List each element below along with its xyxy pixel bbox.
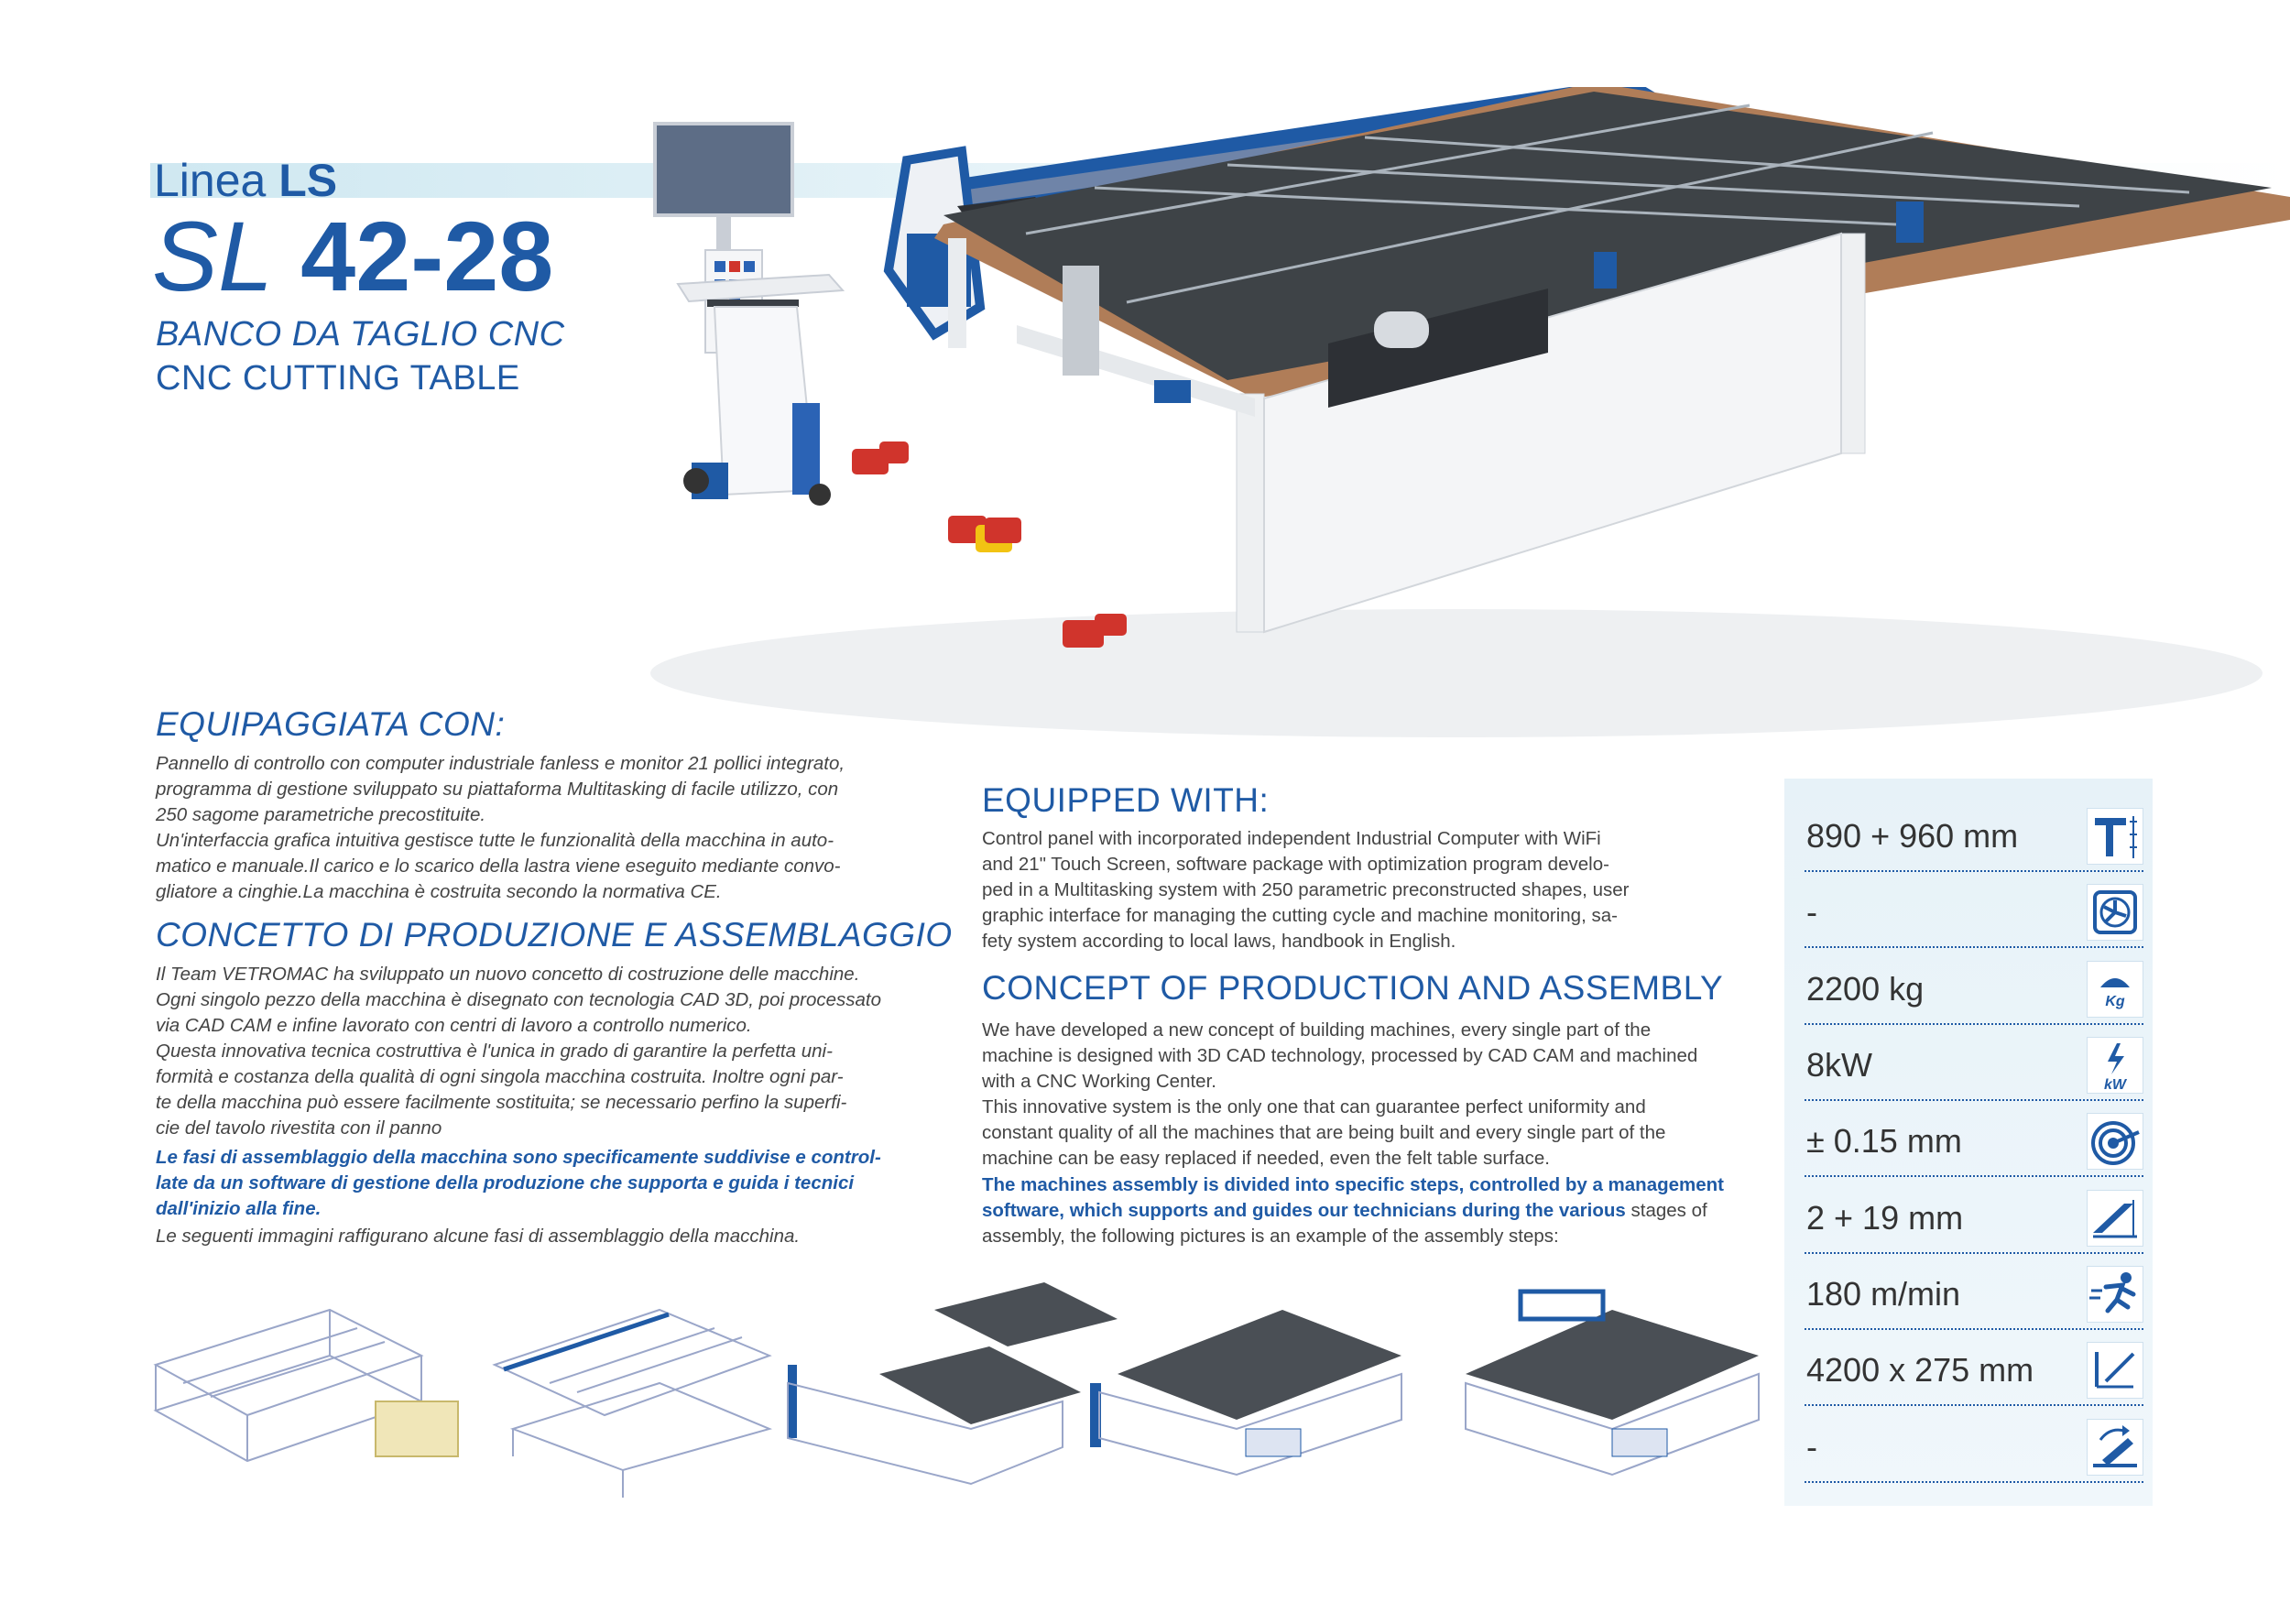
spec-row-weight [1805,950,2143,1025]
assembly-step-3 [788,1282,1118,1484]
text-segment: software, which supports and guides our technicians during the various [982,1200,1626,1221]
concept-text-it [156,962,934,1141]
assembly-step-1 [156,1310,458,1461]
text-line: Pannello di controllo con computer industriale fanless e monitor 21 pollici integrato, [156,753,845,774]
text-line: gliatore a cinghie.La macchina è costruita secondo la normativa CE. [156,881,722,902]
frame-bracket [1063,266,1099,376]
precision-target-icon [2087,1113,2143,1170]
product-line-title [154,154,337,207]
weight-icon [2087,961,2143,1018]
console-monitor [655,124,792,215]
floor-shadow [650,609,2263,737]
spec-value: 8kW [1806,1046,1872,1084]
spec-row-fan [1805,873,2143,948]
text-line: programma di gestione sviluppato su piattaforma Multitasking di facile utilizzo, con [156,779,839,800]
spec-row-speed [1805,1255,2143,1330]
concept-title-en: CONCEPT OF PRODUCTION AND ASSEMBLY [982,969,1724,1007]
spec-row-table-height [1805,797,2143,872]
text-line: constant quality of all the machines that are being built and every single part of the [982,1122,1666,1143]
text-line: Ogni singolo pezzo della macchina è disegnato con tecnologia CAD 3D, poi processato [156,989,882,1010]
text-line: Il Team VETROMAC ha sviluppato un nuovo concetto di costruzione delle macchine. [156,964,860,985]
text-line: Control panel with incorporated independent Industrial Computer with WiFi [982,828,1601,849]
text-line: We have developed a new concept of building machines, every single part of the [982,1019,1652,1041]
assembly-text-it [156,1145,934,1222]
concept-text-en [982,1018,1761,1172]
spec-value: 2 + 19 mm [1806,1199,1964,1237]
text-line: te della macchina può essere facilmente sostituita; se necessario perfino la superfi- [156,1092,847,1113]
power-icon-label: kW [2104,1077,2126,1093]
text-line: Questa innovativa tecnica costruttiva è l'unica in grado di garantire la perfetta uni- [156,1041,833,1062]
spec-row-tilt [1805,1408,2143,1483]
text-line: matico e manuale.Il carico e lo scarico della lastra viene eseguito mediante convo- [156,856,841,877]
text-segment: stages of [1625,1200,1707,1221]
text-line: assembly, the following pictures is an example of the assembly steps: [982,1226,1559,1247]
control-console [655,124,843,506]
equipped-title-en: EQUIPPED WITH: [982,781,1270,819]
text-line: 250 sagome parametriche precostituite. [156,804,486,825]
equipped-text-en [982,826,1761,954]
assembly-steps-illustrations [147,1273,1795,1548]
glass-thickness-icon [2087,1190,2143,1247]
spec-value: 890 + 960 mm [1806,817,2019,855]
line-name: LS [278,155,338,206]
model-number: 42-28 [300,201,554,311]
concept-title-it: CONCETTO DI PRODUZIONE E ASSEMBLAGGIO [156,916,953,954]
text-line: fety system according to local laws, handbook in English. [982,931,1456,952]
images-note-it: Le seguenti immagini raffigurano alcune fasi di assemblaggio della macchina. [156,1226,801,1247]
assembly-text-en [982,1172,1761,1249]
equipped-title-it: EQUIPAGGIATA CON: [156,705,506,743]
line-prefix: Linea [154,155,267,206]
spec-row-power [1805,1026,2143,1101]
text-line: Le fasi di assemblaggio della macchina sono specificamente suddivise e control- [156,1147,881,1168]
text-line: cie del tavolo rivestita con il panno [156,1117,442,1139]
table-height-icon [2087,808,2143,865]
spec-row-glass-thickness [1805,1179,2143,1254]
spec-value: ± 0.15 mm [1806,1122,1962,1160]
text-line: machine can be easy replaced if needed, even the felt table surface. [982,1148,1550,1169]
text-line: The machines assembly is divided into specific steps, controlled by a management [982,1174,1725,1195]
spec-row-precision [1805,1102,2143,1177]
text-line: Un'interfaccia grafica intuitiva gestisce tutte le funzionalità della macchina in auto- [156,830,834,851]
assembly-step-5 [1466,1292,1759,1475]
subtitle-english: CNC CUTTING TABLE [156,359,520,398]
equipped-text-it [156,751,934,905]
subtitle-italian: BANCO DA TAGLIO CNC [156,315,565,354]
power-icon [2087,1037,2143,1094]
speed-runner-icon [2087,1266,2143,1323]
spec-row-cut-dimension [1805,1331,2143,1406]
text-line: formità e costanza della qualità di ogni singola macchina costruita. Inoltre ogni par- [156,1066,844,1087]
model-prefix: SL [152,201,274,311]
text-line: with a CNC Working Center. [982,1071,1216,1092]
console-pedestal-stripe [792,403,820,495]
spec-value: 180 m/min [1806,1275,1961,1313]
spec-value: - [1806,1428,1817,1466]
text-line: dall'inizio alla fine. [156,1198,322,1219]
tilt-icon [2087,1419,2143,1476]
spec-value: 4200 x 275 mm [1806,1351,2034,1389]
weight-icon-label: Kg [2105,994,2125,1009]
cnc-cutting-table-illustration [632,87,2290,747]
text-line: This innovative system is the only one that can guarantee perfect uniformity and [982,1096,1646,1117]
text-line: ped in a Multitasking system with 250 parametric preconstructed shapes, user [982,879,1630,900]
text-line: via CAD CAM e infine lavorato con centri di lavoro a controllo numerico. [156,1015,752,1036]
cut-dimension-icon [2087,1342,2143,1399]
text-line: and 21" Touch Screen, software package with optimization program develo- [982,854,1609,875]
text-line: late da un software di gestione della produzione che supporta e guida i tecnici [156,1172,855,1193]
spec-value: 2200 kg [1806,970,1925,1008]
fan-icon [2087,884,2143,941]
assembly-step-2 [495,1310,769,1498]
model-title [152,201,554,311]
spec-value: - [1806,893,1817,931]
text-line [982,1198,1761,1224]
text-line: graphic interface for managing the cutting cycle and machine monitoring, sa- [982,905,1618,926]
assembly-step-4 [1090,1310,1401,1475]
text-line: machine is designed with 3D CAD technology, processed by CAD CAM and machined [982,1045,1698,1066]
